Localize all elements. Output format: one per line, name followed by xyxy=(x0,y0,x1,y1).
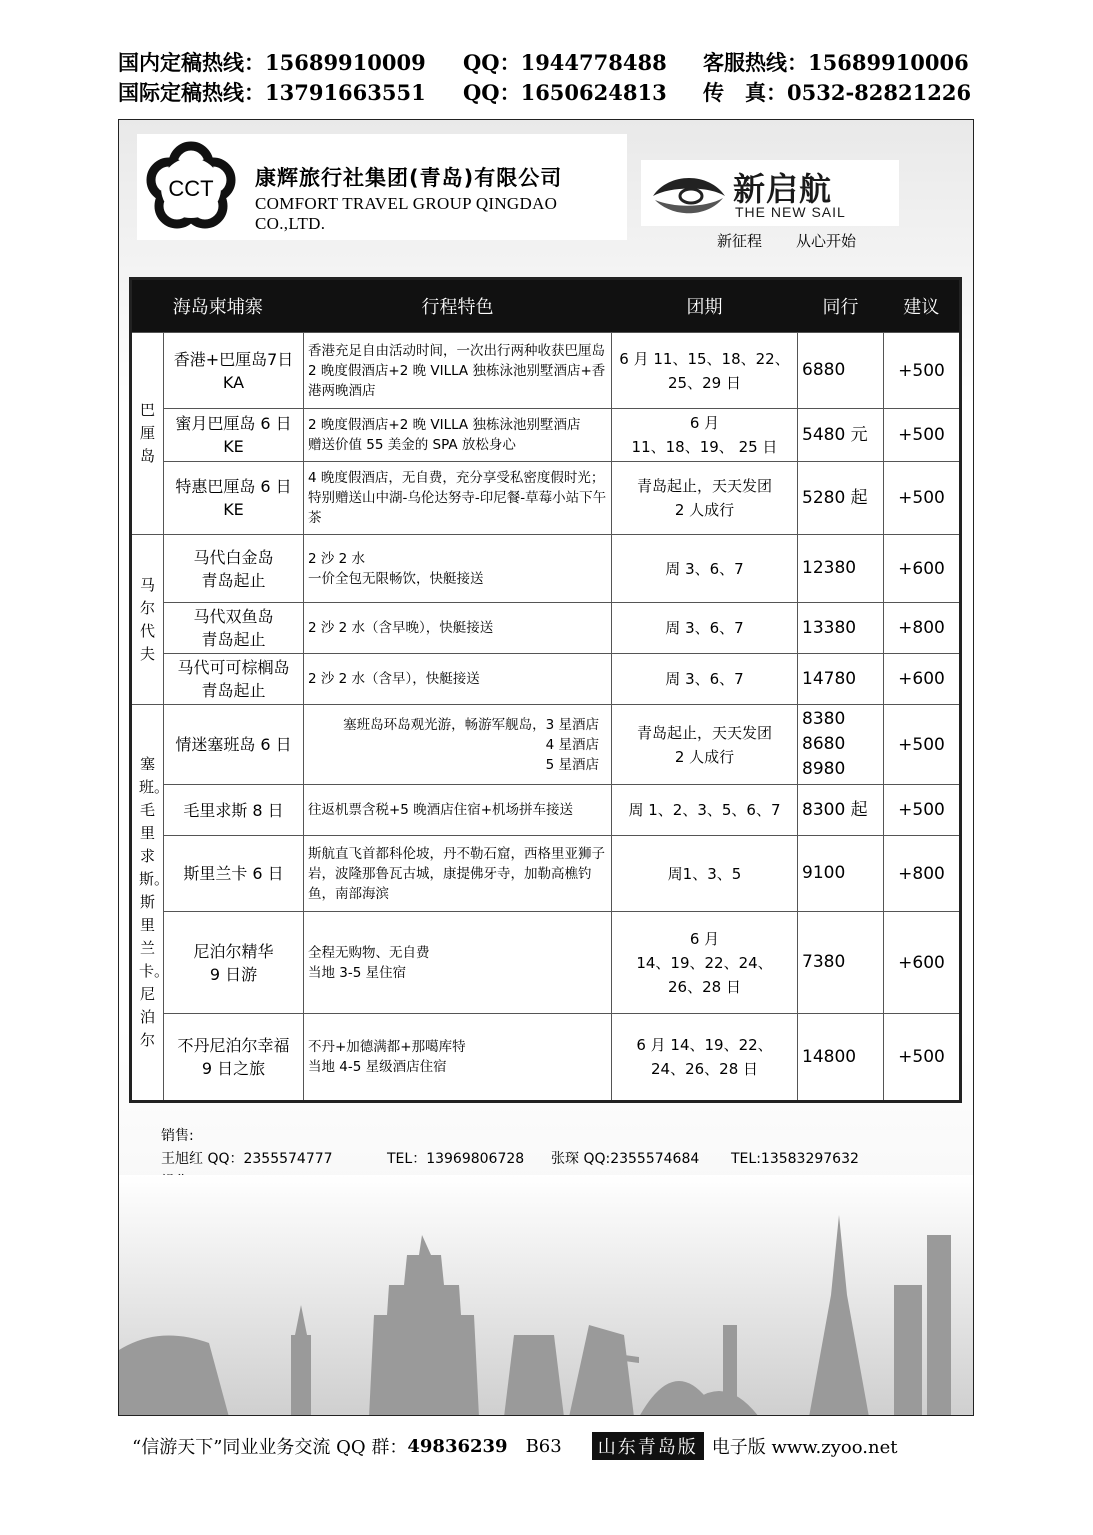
suggested-price: +500 xyxy=(884,785,961,836)
tour-dates: 周 1、2、3、5、6、7 xyxy=(612,785,798,836)
header-name: 海岛柬埔寨 xyxy=(131,279,304,333)
suggested-price: +600 xyxy=(884,912,961,1014)
tour-dates: 周 3、6、7 xyxy=(612,654,798,705)
tour-name: 马代白金岛 青岛起止 xyxy=(164,535,304,603)
cct-logo-text: CCT xyxy=(168,176,214,201)
tour-features: 全程无购物、无自费 当地 3-5 星住宿 xyxy=(304,912,612,1014)
region-bali: 巴厘岛 xyxy=(131,333,164,535)
hotline-row-1 xyxy=(118,48,978,78)
sales-contact-2: 张琛 QQ:2355574684 xyxy=(551,1151,700,1167)
footer-group-number: 49836239 xyxy=(407,1435,508,1457)
tour-dates: 6 月 14、19、22、24、 26、28 日 xyxy=(612,912,798,1014)
table-row xyxy=(131,654,961,705)
table-header-row xyxy=(131,279,961,333)
tour-features: 斯航直飞首都科伦坡，丹不勒石窟，西格里亚狮子岩，波隆那鲁瓦古城，康提佛牙寺，加勒高樵钓鱼，南部海滨 xyxy=(304,836,612,912)
peer-price: 6880 xyxy=(798,333,884,409)
partner-name-en: THE NEW SAIL xyxy=(735,204,846,220)
region-others: 塞班。毛里求斯。斯里兰卡。尼泊尔 xyxy=(131,705,164,1102)
table-row xyxy=(131,705,961,785)
suggested-price: +500 xyxy=(884,333,961,409)
footer-website[interactable]: 电子版 www.zyoo.net xyxy=(711,1437,898,1458)
suggested-price: +800 xyxy=(884,603,961,654)
footer-edition: 山东青岛版 xyxy=(592,1432,704,1460)
table-row xyxy=(131,836,961,912)
tour-features: 塞班岛环岛观光游，畅游军舰岛，3 星酒店 4 星酒店 5 星酒店 xyxy=(304,705,612,785)
suggested-price: +500 xyxy=(884,462,961,535)
tour-dates: 青岛起止，天天发团 2 人成行 xyxy=(612,462,798,535)
suggested-price: +600 xyxy=(884,654,961,705)
tour-name: 不丹尼泊尔幸福 9 日之旅 xyxy=(164,1014,304,1102)
tour-name: 情迷塞班岛 6 日 xyxy=(164,705,304,785)
tour-name: 毛里求斯 8 日 xyxy=(164,785,304,836)
header-dates: 团期 xyxy=(612,279,798,333)
tour-dates: 青岛起止，天天发团 2 人成行 xyxy=(612,705,798,785)
skyscraper-icon xyxy=(894,1285,922,1416)
tour-features: 2 沙 2 水（含早晚），快艇接送 xyxy=(304,603,612,654)
new-sail-logo-panel xyxy=(641,160,899,226)
tour-dates: 6 月 11、18、19、 25 日 xyxy=(612,409,798,462)
header-features: 行程特色 xyxy=(304,279,612,333)
intl-hotline: 国际定稿热线：13791663551 xyxy=(118,80,426,105)
suggested-price: +800 xyxy=(884,836,961,912)
tour-name: 马代可可棕榈岛 青岛起止 xyxy=(164,654,304,705)
header-suggested-price: 建议 xyxy=(884,279,961,333)
ad-frame xyxy=(118,119,974,1416)
peer-price: 8300 起 xyxy=(798,785,884,836)
peer-price: 14780 xyxy=(798,654,884,705)
table-row xyxy=(131,462,961,535)
tour-name: 蜜月巴厘岛 6 日 KE xyxy=(164,409,304,462)
company-name-cn: 康辉旅行社集团(青岛)有限公司 xyxy=(255,166,563,190)
peer-price: 14800 xyxy=(798,1014,884,1102)
hotlines xyxy=(118,48,978,108)
tour-features: 4 晚度假酒店，无自费，充分享受私密度假时光；特别赠送山中湖-乌伦达努寺-印尼餐-草莓小站下午茶 xyxy=(304,462,612,535)
footer xyxy=(132,1432,982,1460)
tour-features: 往返机票含税+5 晚酒店住宿+机场拼车接送 xyxy=(304,785,612,836)
table-row xyxy=(131,912,961,1014)
sales-line xyxy=(161,1148,865,1171)
intl-qq: QQ：1650624813 xyxy=(463,80,667,105)
tour-features: 2 沙 2 水 一价全包无限畅饮，快艇接送 xyxy=(304,535,612,603)
suggested-price: +500 xyxy=(884,409,961,462)
hotline-row-2 xyxy=(118,78,978,108)
tour-dates: 周 3、6、7 xyxy=(612,603,798,654)
company-name-en: COMFORT TRAVEL GROUP QINGDAO CO.,LTD. xyxy=(255,194,558,233)
footer-group-label: “信游天下”同业业务交流 QQ 群： xyxy=(132,1437,408,1458)
table-row xyxy=(131,409,961,462)
peer-price: 7380 xyxy=(798,912,884,1014)
tour-price-table xyxy=(129,277,962,1103)
leaning-tower-icon xyxy=(504,1335,564,1416)
fax-number: 传 真：0532-82821226 xyxy=(703,80,972,105)
tour-features: 2 沙 2 水（含早），快艇接送 xyxy=(304,654,612,705)
tour-features: 不丹+加德满都+那噶库特 当地 4-5 星级酒店住宿 xyxy=(304,1014,612,1102)
tour-name: 香港+巴厘岛7日 KA xyxy=(164,333,304,409)
service-hotline: 客服热线：15689910006 xyxy=(703,50,969,75)
tour-name: 特惠巴厘岛 6 日 KE xyxy=(164,462,304,535)
sales-contact-1: 王旭红 QQ：2355574777 xyxy=(161,1151,333,1167)
table-row xyxy=(131,603,961,654)
slogan xyxy=(717,230,890,251)
peer-price: 8380 8680 8980 xyxy=(798,705,884,785)
tour-dates: 6 月 11、15、18、22、 25、29 日 xyxy=(612,333,798,409)
peer-price: 5280 起 xyxy=(798,462,884,535)
sales-tel-1: TEL：13969806728 xyxy=(387,1151,525,1167)
suggested-price: +500 xyxy=(884,705,961,785)
sales-tel-2: TEL:13583297632 xyxy=(731,1151,859,1167)
domestic-qq: QQ：1944778488 xyxy=(463,50,667,75)
tour-name: 尼泊尔精华 9 日游 xyxy=(164,912,304,1014)
tour-dates: 周 3、6、7 xyxy=(612,535,798,603)
tour-name: 马代双鱼岛 青岛起止 xyxy=(164,603,304,654)
peer-price: 13380 xyxy=(798,603,884,654)
table-row xyxy=(131,785,961,836)
tour-name: 斯里兰卡 6 日 xyxy=(164,836,304,912)
region-maldives: 马尔代夫 xyxy=(131,535,164,705)
slogan-part-2: 从心开始 xyxy=(796,232,857,250)
table-row xyxy=(131,1014,961,1102)
suggested-price: +600 xyxy=(884,535,961,603)
header-peer-price: 同行 xyxy=(798,279,884,333)
domestic-hotline: 国内定稿热线：15689910009 xyxy=(118,50,426,75)
big-ben-icon xyxy=(291,1335,311,1416)
peer-price: 9100 xyxy=(798,836,884,912)
sales-label: 销售: xyxy=(161,1128,194,1144)
slogan-part-1: 新征程 xyxy=(717,232,763,250)
tour-features: 2 晚度假酒店+2 晚 VILLA 独栋泳池别墅酒店 赠送价值 55 美金的 SPA 放松身心 xyxy=(304,409,612,462)
cct-logo-panel xyxy=(137,134,627,240)
tour-features: 香港充足自由活动时间，一次出行两种收获巴厘岛 2 晚度假酒店+2 晚 VILLA 独栋泳池别墅酒店+香港两晚酒店 xyxy=(304,333,612,409)
footer-page-number: B63 xyxy=(525,1435,562,1457)
tour-dates: 6 月 14、19、22、 24、26、28 日 xyxy=(612,1014,798,1102)
landmarks-skyline-image xyxy=(119,1175,974,1416)
statue-of-liberty-icon xyxy=(723,1325,737,1416)
tour-dates: 周1、3、5 xyxy=(612,836,798,912)
partner-name-cn: 新启航 xyxy=(733,170,833,208)
peer-price: 5480 元 xyxy=(798,409,884,462)
cct-flower-logo-icon xyxy=(143,138,239,234)
table-row xyxy=(131,535,961,603)
new-sail-eye-icon xyxy=(649,166,729,220)
peer-price: 12380 xyxy=(798,535,884,603)
table-row xyxy=(131,333,961,409)
suggested-price: +500 xyxy=(884,1014,961,1102)
